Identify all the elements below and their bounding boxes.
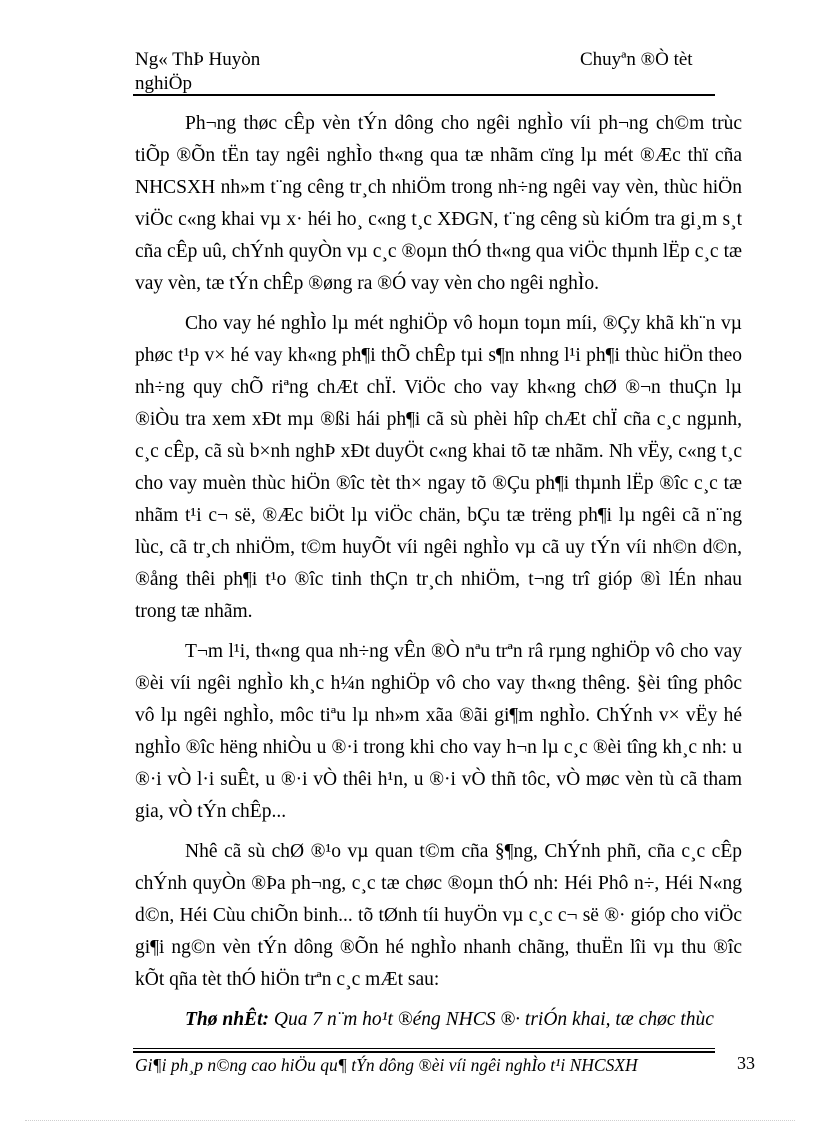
paragraph-1: Ph¬ng thøc cÊp vèn tÝn dông cho ngêi nghÌo víi ph¬ng ch©m trùc tiÕp ®Õn tËn tay ngêi nghÌo th«ng qua tæ nhãm cïng lµ mét ®Æc thï cña NHCSXH nh»m t¨ng cêng tr¸ch nhiÖm trong nh÷ng ngêi vay vèn, thùc hiÖn viÖc c«ng khai vµ x· héi ho¸ c«ng t¸c XĐGN, t¨ng cêng sù kiÓm tra gi¸m s¸t cña cÊp uû, chÝnh quyÒn vµ c¸c ®oµn thÓ th«ng qua viÖc thµnh lËp c¸c tæ vay vèn, tæ tÝn chÊp ®øng ra ®Ó vay vèn cho ngêi nghÌo. — [135, 113, 742, 294]
header-author — [135, 48, 395, 96]
body-text — [135, 108, 742, 1044]
footer-title: Gi¶i ph¸p n©ng cao hiÖu qu¶ tÝn dông ®èi víi ngêi nghÌo t¹i NHCSXH — [135, 1055, 638, 1075]
paragraph-5 — [135, 1004, 742, 1036]
footer-divider-thin — [133, 1048, 715, 1049]
header-author-line1: Ng« ThÞ Huyòn — [135, 49, 261, 70]
header-divider — [133, 94, 715, 96]
paragraph-5-text: Qua 7 n¨m ho¹t ®éng NHCS ®· triÓn khai, tæ chøc thùc — [269, 1009, 714, 1030]
page-number: 33 — [737, 1053, 755, 1073]
paragraph-3: T¬m l¹i, th«ng qua nh÷ng vÊn ®Ò nªu trªn râ rµng nghiÖp vô cho vay ®èi víi ngêi nghÌo kh¸c h¼n nghiÖp vô cho vay th«ng thêng. §èi tîng phôc vô lµ ngêi nghÌo, môc tiªu lµ nh»m xãa ®ãi gi¶m nghÌo. ChÝnh v× vËy hé nghÌo ®îc hëng nhiÒu u ®·i trong khi cho vay h¬n lµ c¸c ®èi tîng kh¸c nh: u ®·i vÒ l·i suÊt, u ®·i vÒ thêi h¹n, u ®·i vÒ thñ tôc, vÒ møc vèn tù cã tham gia, vÒ tÝn chÊp... — [135, 641, 742, 822]
page-bottom-edge — [25, 1120, 795, 1121]
header-author-line2: nghiÖp — [135, 73, 192, 94]
paragraph-2: Cho vay hé nghÌo lµ mét nghiÖp vô hoµn toµn míi, ®Çy khã kh¨n vµ phøc t¹p v× hé vay kh«ng ph¶i thÕ chÊp tµi s¶n nhng l¹i ph¶i thùc hiÖn theo nh÷ng quy chÕ riªng chÆt chÏ. ViÖc cho vay kh«ng chØ ®¬n thuÇn lµ ®iÒu tra xem xÐt mµ ®ßi hái ph¶i cã sù phèi hîp chÆt chÏ cña c¸c ngµnh, c¸c cÊp, cã sù b×nh nghÞ xÐt duyÖt c«ng khai tõ tæ nhãm. Nh vËy, c«ng t¸c cho vay muèn thùc hiÖn ®îc tèt th× ngay tõ ®Çu ph¶i thµnh lËp ®îc c¸c tæ nhãm t¹i c¬ së, ®Æc biÖt lµ viÖc chän, bÇu tæ trëng ph¶i lµ ngêi cã n¨ng lùc, cã tr¸ch nhiÖm, t©m huyÕt víi ngêi nghÌo vµ cã uy tÝn víi nh©n d©n, ®ång thêi ph¶i t¹o ®îc tinh thÇn tr¸ch nhiÖm, t¬ng trî gióp ®ì lÉn nhau trong tæ nhãm. — [135, 313, 742, 622]
header-title: Chuyªn ®Ò tèt — [580, 49, 693, 70]
paragraph-5-lead: Thø nhÊt: — [185, 1009, 269, 1030]
paragraph-4: Nhê cã sù chØ ®¹o vµ quan t©m cña §¶ng, ChÝnh phñ, cña c¸c cÊp chÝnh quyÒn ®Þa ph¬ng, c¸c tæ chøc ®oµn thÓ nh: Héi Phô n÷, Héi N«ng d©n, Héi Cùu chiÕn binh... tõ tØnh tíi huyÖn vµ c¸c c¬ së ®· gióp cho viÖc gi¶i ng©n vèn tÝn dông ®Õn hé nghÌo nhanh chãng, thuËn lîi vµ thu ®îc kÕt qña tèt thÓ hiÖn trªn c¸c mÆt sau: — [135, 841, 742, 990]
footer-divider-thick — [133, 1051, 715, 1053]
